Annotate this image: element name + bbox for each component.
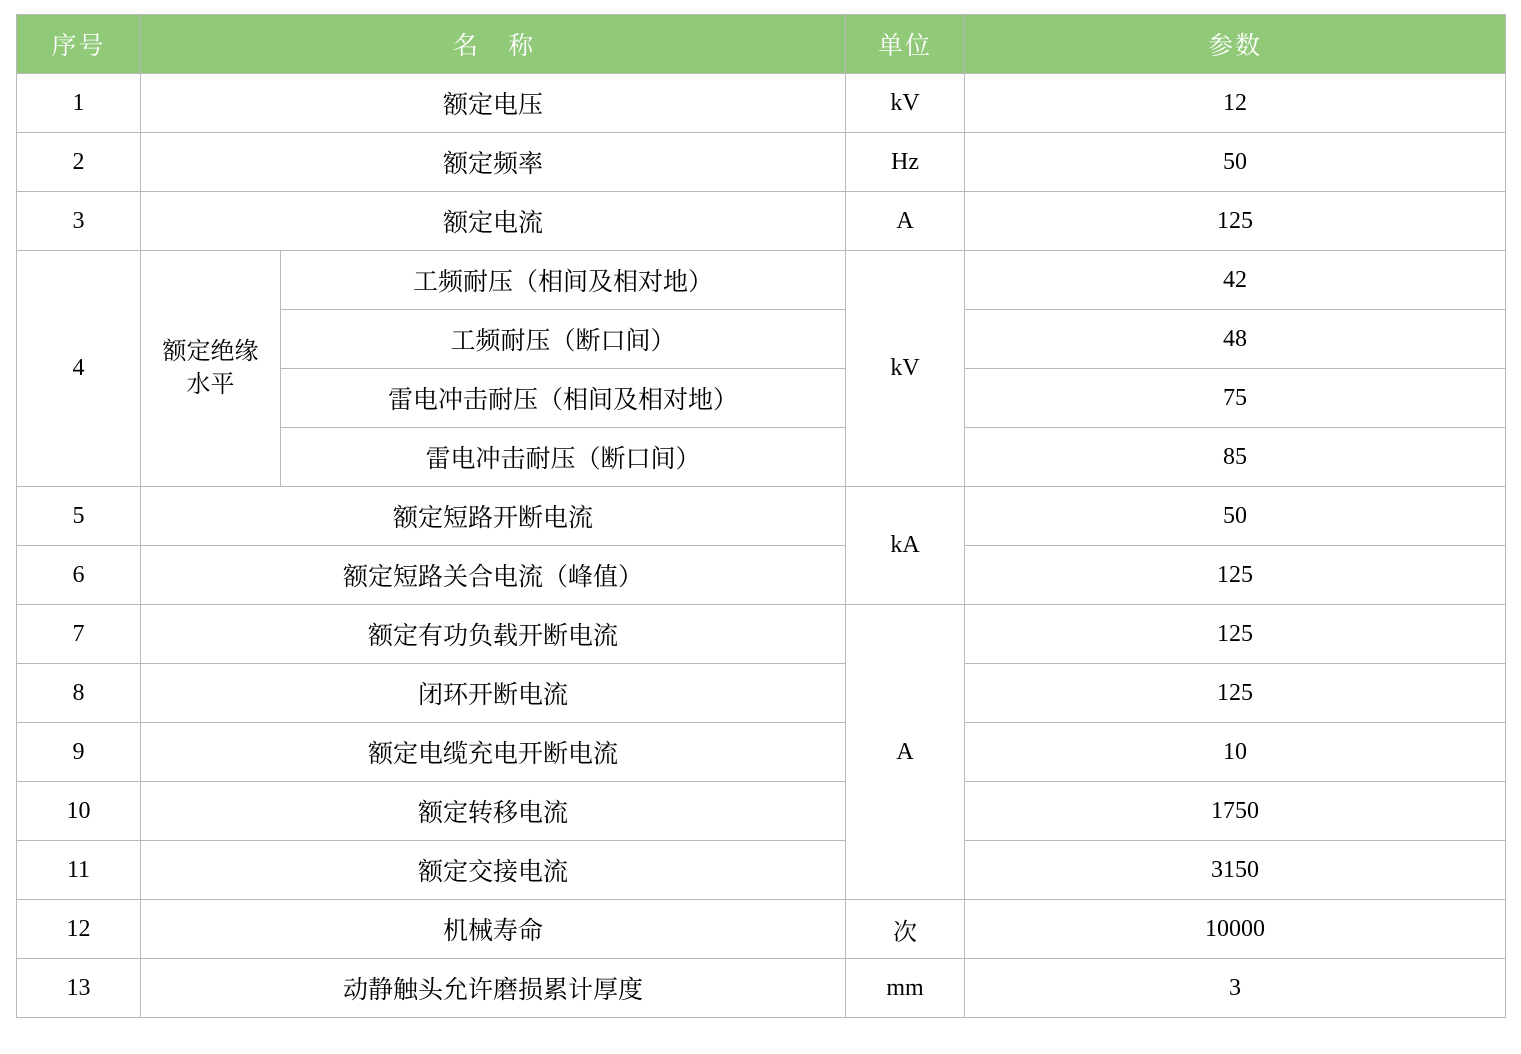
table-row <box>17 959 1506 1018</box>
cell-name: 额定频率 <box>141 133 846 192</box>
table-row <box>17 74 1506 133</box>
cell-unit: kV <box>846 251 965 487</box>
cell-seq: 5 <box>17 487 141 546</box>
cell-name: 额定短路开断电流 <box>141 487 846 546</box>
cell-seq: 11 <box>17 841 141 900</box>
table-row <box>17 133 1506 192</box>
cell-param: 42 <box>965 251 1506 310</box>
cell-param: 10000 <box>965 900 1506 959</box>
cell-seq: 6 <box>17 546 141 605</box>
cell-seq: 1 <box>17 74 141 133</box>
cell-param: 1750 <box>965 782 1506 841</box>
table-row <box>17 782 1506 841</box>
cell-name: 额定电缆充电开断电流 <box>141 723 846 782</box>
group-label-line1: 额定绝缘 <box>162 339 259 366</box>
cell-group-label <box>141 251 281 487</box>
cell-unit: A <box>846 192 965 251</box>
cell-param: 125 <box>965 192 1506 251</box>
cell-unit: kV <box>846 74 965 133</box>
cell-unit: 次 <box>846 900 965 959</box>
cell-unit: mm <box>846 959 965 1018</box>
cell-unit: A <box>846 605 965 900</box>
cell-param: 3150 <box>965 841 1506 900</box>
cell-param: 50 <box>965 133 1506 192</box>
cell-name: 动静触头允许磨损累计厚度 <box>141 959 846 1018</box>
cell-param: 85 <box>965 428 1506 487</box>
table-row <box>17 546 1506 605</box>
cell-param: 125 <box>965 664 1506 723</box>
table-body <box>17 74 1506 1018</box>
table-row <box>17 487 1506 546</box>
cell-seq: 3 <box>17 192 141 251</box>
cell-name: 额定电压 <box>141 74 846 133</box>
cell-param: 75 <box>965 369 1506 428</box>
cell-name: 工频耐压（相间及相对地） <box>281 251 846 310</box>
cell-param: 10 <box>965 723 1506 782</box>
header-seq: 序号 <box>17 15 141 74</box>
table-row <box>17 192 1506 251</box>
cell-seq: 2 <box>17 133 141 192</box>
cell-seq: 13 <box>17 959 141 1018</box>
cell-unit: kA <box>846 487 965 605</box>
cell-seq: 12 <box>17 900 141 959</box>
table-row <box>17 723 1506 782</box>
table-row <box>17 900 1506 959</box>
cell-name: 雷电冲击耐压（断口间） <box>281 428 846 487</box>
cell-param: 3 <box>965 959 1506 1018</box>
cell-seq: 7 <box>17 605 141 664</box>
cell-param: 50 <box>965 487 1506 546</box>
cell-seq: 4 <box>17 251 141 487</box>
group-label-line2: 水平 <box>186 371 235 398</box>
cell-unit: Hz <box>846 133 965 192</box>
cell-param: 12 <box>965 74 1506 133</box>
cell-name: 额定电流 <box>141 192 846 251</box>
cell-name: 闭环开断电流 <box>141 664 846 723</box>
technical-parameters-table <box>16 14 1506 1018</box>
header-row <box>17 15 1506 74</box>
cell-param: 125 <box>965 546 1506 605</box>
cell-name: 额定交接电流 <box>141 841 846 900</box>
header-unit: 单位 <box>846 15 965 74</box>
cell-name: 工频耐压（断口间） <box>281 310 846 369</box>
table-row <box>17 664 1506 723</box>
cell-name: 额定有功负载开断电流 <box>141 605 846 664</box>
table-row <box>17 251 1506 310</box>
header-param: 参数 <box>965 15 1506 74</box>
table-header <box>17 15 1506 74</box>
cell-name: 雷电冲击耐压（相间及相对地） <box>281 369 846 428</box>
header-name: 名 称 <box>141 15 846 74</box>
table-row <box>17 605 1506 664</box>
cell-name: 机械寿命 <box>141 900 846 959</box>
cell-seq: 10 <box>17 782 141 841</box>
cell-seq: 8 <box>17 664 141 723</box>
cell-name: 额定短路关合电流（峰值） <box>141 546 846 605</box>
cell-name: 额定转移电流 <box>141 782 846 841</box>
cell-param: 125 <box>965 605 1506 664</box>
table-row <box>17 841 1506 900</box>
cell-seq: 9 <box>17 723 141 782</box>
cell-param: 48 <box>965 310 1506 369</box>
